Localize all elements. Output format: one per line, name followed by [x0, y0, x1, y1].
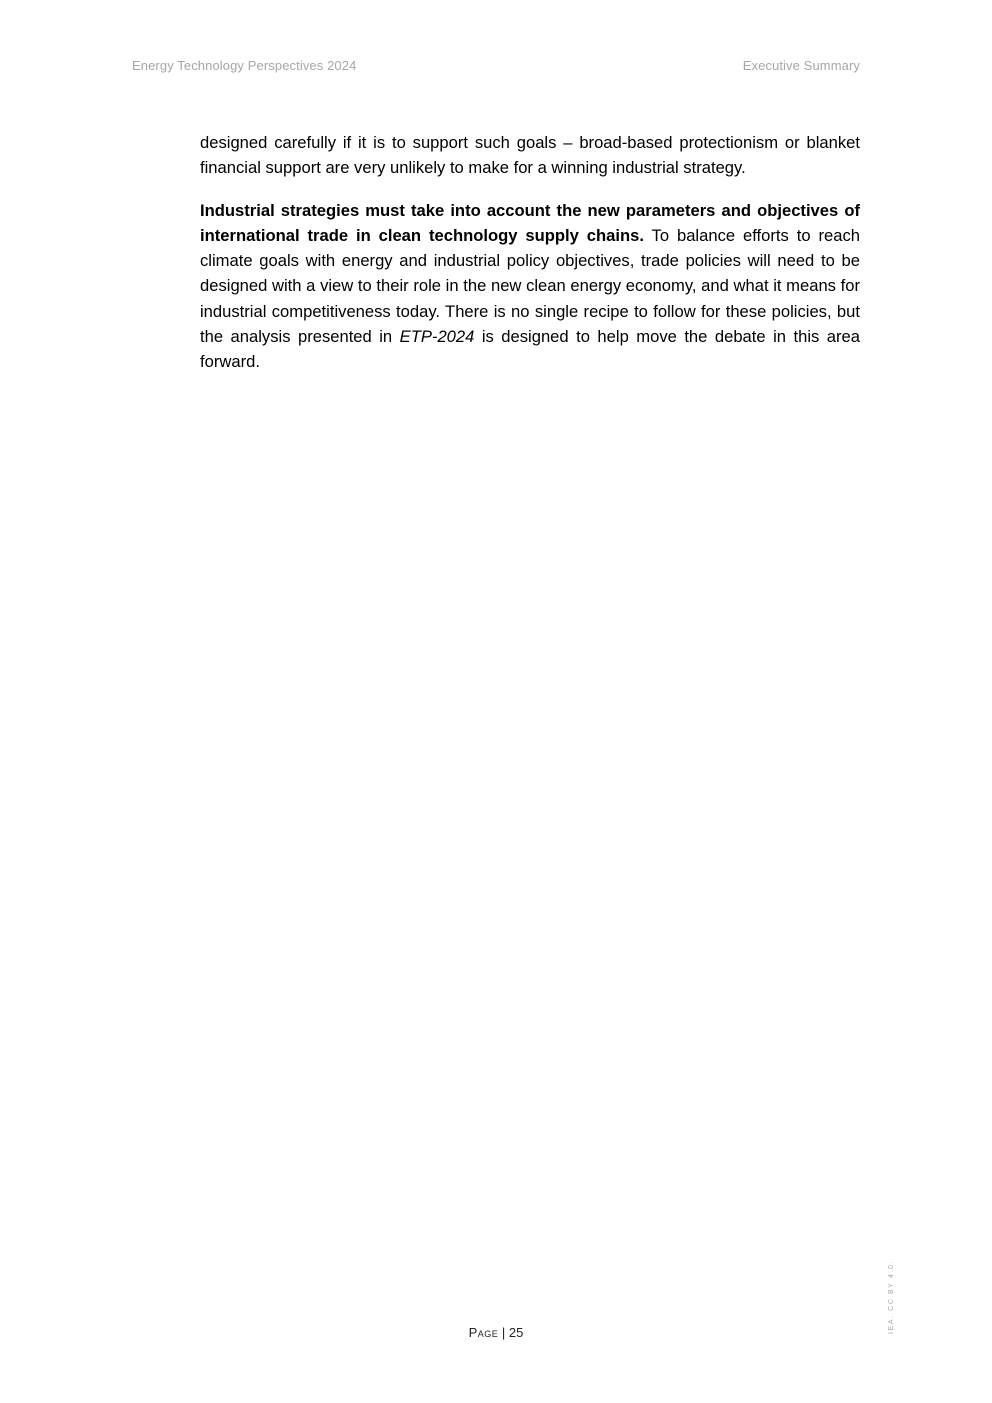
paragraph-2-text: To balance efforts to reach climate goals with energy and industrial policy objectives, trade policies will need to be designed with a view to their role in the new clean energy economy, and what it means for industrial competitiveness today. There is no single recipe to follow for these policies, but the analysis presented in	[200, 225, 860, 347]
page-number: 25	[508, 1325, 524, 1340]
paragraph-2	[200, 198, 860, 375]
paragraph-2-lead: Industrial strategies must take into account the new parameters and objectives of international trade in clean technology supply chains.	[200, 200, 860, 245]
page-label: Page	[468, 1325, 499, 1340]
page-footer	[0, 1325, 992, 1340]
paragraph-1: designed carefully if it is to support such goals – broad-based protectionism or blanket financial support are very unlikely to make for a winning industrial strategy.	[200, 133, 860, 178]
license-notice: IEA. CC BY 4.0.	[888, 1259, 895, 1334]
section-title-header: Executive Summary	[742, 58, 860, 73]
paragraph-2-end: is designed to help move the debate in this area forward.	[200, 327, 860, 372]
main-content	[200, 130, 860, 392]
document-title-header: Energy Technology Perspectives 2024	[132, 58, 357, 73]
page-separator: |	[498, 1325, 509, 1340]
paragraph-2-report-name: ETP-2024	[399, 327, 475, 347]
